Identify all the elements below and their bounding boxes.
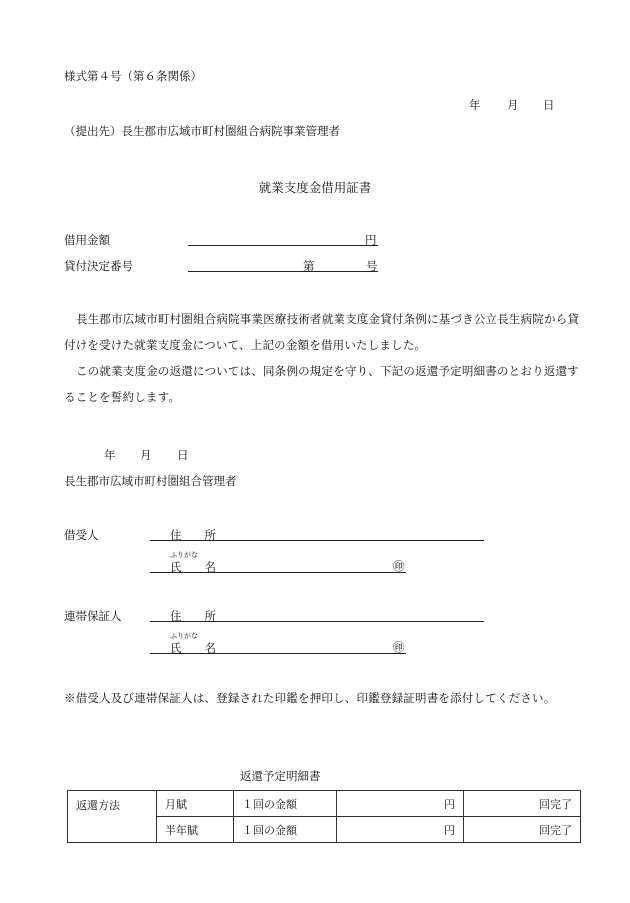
loan-amount-unit: 円 [365,233,377,247]
decision-number-line[interactable] [188,258,378,272]
recipient: 長生郡市広域市町村圏組合管理者 [64,474,237,488]
amount-yen-cell[interactable]: 円 [337,817,464,843]
repayment-method-label: 返還方法 [68,791,157,843]
guarantor-furigana: ふりがな [170,632,198,640]
document-title: 就業支度金借用証書 [258,180,372,195]
borrower-seal-mark: ㊞ [393,559,405,573]
decision-number-suffix: 号 [366,259,378,273]
repayment-type: 月賦 [157,791,234,817]
body-paragraph-2: この就業支度金の返還については、同条例の規定を守り、下記の返還予定明細書のとおり返還することを誓約します。 [64,364,579,404]
completion-cell[interactable]: 回完了 [464,817,581,843]
amount-label: １回の金額 [234,817,337,843]
borrower-name-label: 氏 名 [170,560,216,574]
decision-number-label: 貸付決定番号 [64,259,133,273]
loan-amount-line[interactable] [188,232,378,246]
date-year-label: 年 [469,98,481,112]
amount-yen-cell[interactable]: 円 [337,791,464,817]
signature-day-label: 日 [177,448,189,462]
signature-year-label: 年 [104,448,116,462]
form-number: 様式第４号（第６条関係） [64,69,202,83]
guarantor-label: 連帯保証人 [64,609,122,623]
date-month-label: 月 [507,98,519,112]
guarantor-name-label: 氏 名 [170,641,216,655]
seal-note: ※借受人及び連帯保証人は、登録された印鑑を押印し、印鑑登録証明書を添付してください。 [64,691,556,705]
amount-label: １回の金額 [234,791,337,817]
decision-number-prefix: 第 [303,259,315,273]
date-day-label: 日 [543,98,555,112]
table-row [68,791,581,817]
guarantor-address-label: 住 所 [170,609,216,623]
signature-month-label: 月 [140,448,152,462]
completion-cell[interactable]: 回完了 [464,791,581,817]
body-paragraph-1: 長生郡市広域市町村圏組合病院事業医療技術者就業支度金貸付条例に基づき公立長生病院から貸付けを受けた就業支度金について、上記の金額を借用いたしました。 [64,312,580,352]
loan-amount-label: 借用金額 [64,233,110,247]
borrower-furigana: ふりがな [170,551,198,559]
repayment-table-title: 返還予定明細書 [240,769,321,783]
borrower-label: 借受人 [64,528,99,542]
repayment-table [67,790,581,843]
borrower-address-label: 住 所 [170,528,216,542]
guarantor-seal-mark: ㊞ [393,640,405,654]
addressee: （提出先）長生郡市広域市町村圏組合病院事業管理者 [64,124,340,138]
repayment-type: 半年賦 [157,817,234,843]
